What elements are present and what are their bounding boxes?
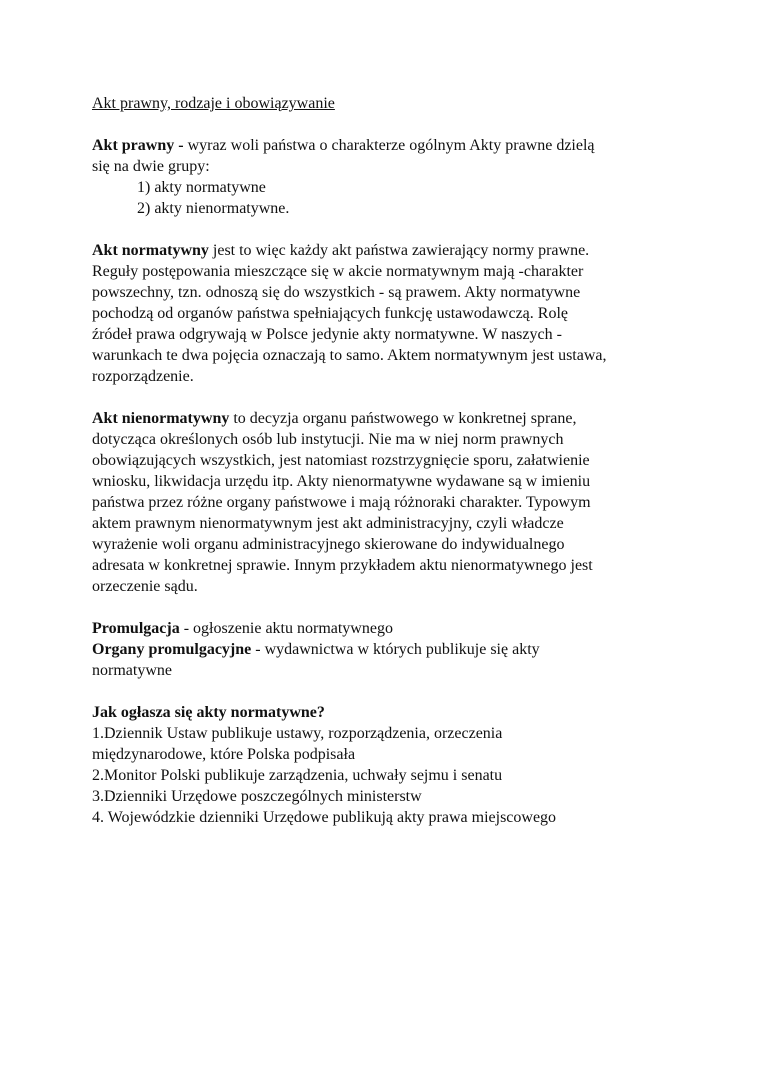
section-akt-prawny <box>92 135 700 219</box>
jak-oglasza-heading <box>92 702 700 723</box>
akt-nienormatywny-line-7: wyrażenie woli organu administracyjnego skierowane do indywidualnego <box>92 536 565 553</box>
akt-normatywny-line-4: pochodzą od organów państwa spełniających funkcję ustawodawczą. Rolę <box>92 305 568 322</box>
akt-nienormatywny-term: Akt nienormatywny <box>92 410 230 427</box>
akt-normatywny-line-1 <box>92 240 700 261</box>
promulgacja-line <box>92 618 700 639</box>
section-promulgacja <box>92 618 700 681</box>
document-body <box>92 93 700 828</box>
jak-oglasza-line-1: 1.Dziennik Ustaw publikuje ustawy, rozporządzenia, orzeczenia <box>92 725 503 742</box>
akt-nienormatywny-line-4: wniosku, likwidacja urzędu itp. Akty nienormatywne wydawane są w imieniu <box>92 473 591 490</box>
akt-nienormatywny-line-1 <box>92 408 700 429</box>
akt-nienormatywny-line-6: aktem prawnym nienormatywnym jest akt administracyjny, czyli władcze <box>92 515 564 532</box>
jak-oglasza-line-4: 3.Dzienniki Urzędowe poszczególnych ministerstw <box>92 788 422 805</box>
akt-prawny-line-2: się na dwie grupy: <box>92 158 210 175</box>
promulgacja-term: Promulgacja <box>92 620 180 637</box>
akt-prawny-definition: wyraz woli państwa o charakterze ogólnym Akty prawne dzielą <box>183 137 595 154</box>
section-akt-nienormatywny <box>92 408 700 597</box>
organy-line-1 <box>92 639 700 660</box>
jak-oglasza-line-3: 2.Monitor Polski publikuje zarządzenia, uchwały sejmu i senatu <box>92 767 503 784</box>
akt-prawny-line-1 <box>92 135 700 156</box>
akt-nienormatywny-line-8: adresata w konkretnej sprawie. Innym przykładem aktu nienormatywnego jest <box>92 557 593 574</box>
akt-normatywny-term: Akt normatywny <box>92 242 209 259</box>
section-akt-normatywny <box>92 240 700 387</box>
akt-normatywny-line-7: rozporządzenie. <box>92 368 194 385</box>
akt-prawny-term: Akt prawny - <box>92 137 184 154</box>
promulgacja-definition: - ogłoszenie aktu normatywnego <box>179 620 393 637</box>
organy-line-2: normatywne <box>92 662 172 679</box>
akt-normatywny-line-6: warunkach te dwa pojęcia oznaczają to samo. Aktem normatywnym jest ustawa, <box>92 347 607 364</box>
jak-oglasza-line-2: międzynarodowe, które Polska podpisała <box>92 746 356 763</box>
jak-oglasza-heading-text: Jak ogłasza się akty normatywne? <box>92 704 325 721</box>
group-item-1: 1) akty normatywne <box>137 179 266 196</box>
akt-normatywny-line-3: powszechny, tzn. odnoszą się do wszystkich - są prawem. Akty normatywne <box>92 284 581 301</box>
organy-definition: - wydawnictwa w których publikuje się akty <box>251 641 540 658</box>
akt-normatywny-line-5: źródeł prawa odgrywają w Polsce jedynie akty normatywne. W naszych - <box>92 326 562 343</box>
jak-oglasza-line-5: 4. Wojewódzkie dzienniki Urzędowe publikują akty prawa miejscowego <box>92 809 557 826</box>
organy-term: Organy promulgacyjne <box>92 641 252 658</box>
akt-nienormatywny-text: to decyzja organu państwowego w konkretnej sprane, <box>229 410 577 427</box>
akt-normatywny-text: jest to więc każdy akt państwa zawierający normy prawne. <box>208 242 590 259</box>
akt-normatywny-line-2: Reguły postępowania mieszczące się w akcie normatywnym mają -charakter <box>92 263 584 280</box>
akt-nienormatywny-line-5: państwa przez różne organy państwowe i mają różnoraki charakter. Typowym <box>92 494 591 511</box>
section-jak-oglasza <box>92 702 700 828</box>
group-item-2: 2) akty nienormatywne. <box>137 200 290 217</box>
akt-nienormatywny-line-3: obowiązujących wszystkich, jest natomiast rozstrzygnięcie sporu, załatwienie <box>92 452 590 469</box>
akt-nienormatywny-line-9: orzeczenie sądu. <box>92 578 198 595</box>
akt-nienormatywny-line-2: dotycząca określonych osób lub instytucji. Nie ma w niej norm prawnych <box>92 431 564 448</box>
document-title: Akt prawny, rodzaje i obowiązywanie <box>92 95 335 112</box>
